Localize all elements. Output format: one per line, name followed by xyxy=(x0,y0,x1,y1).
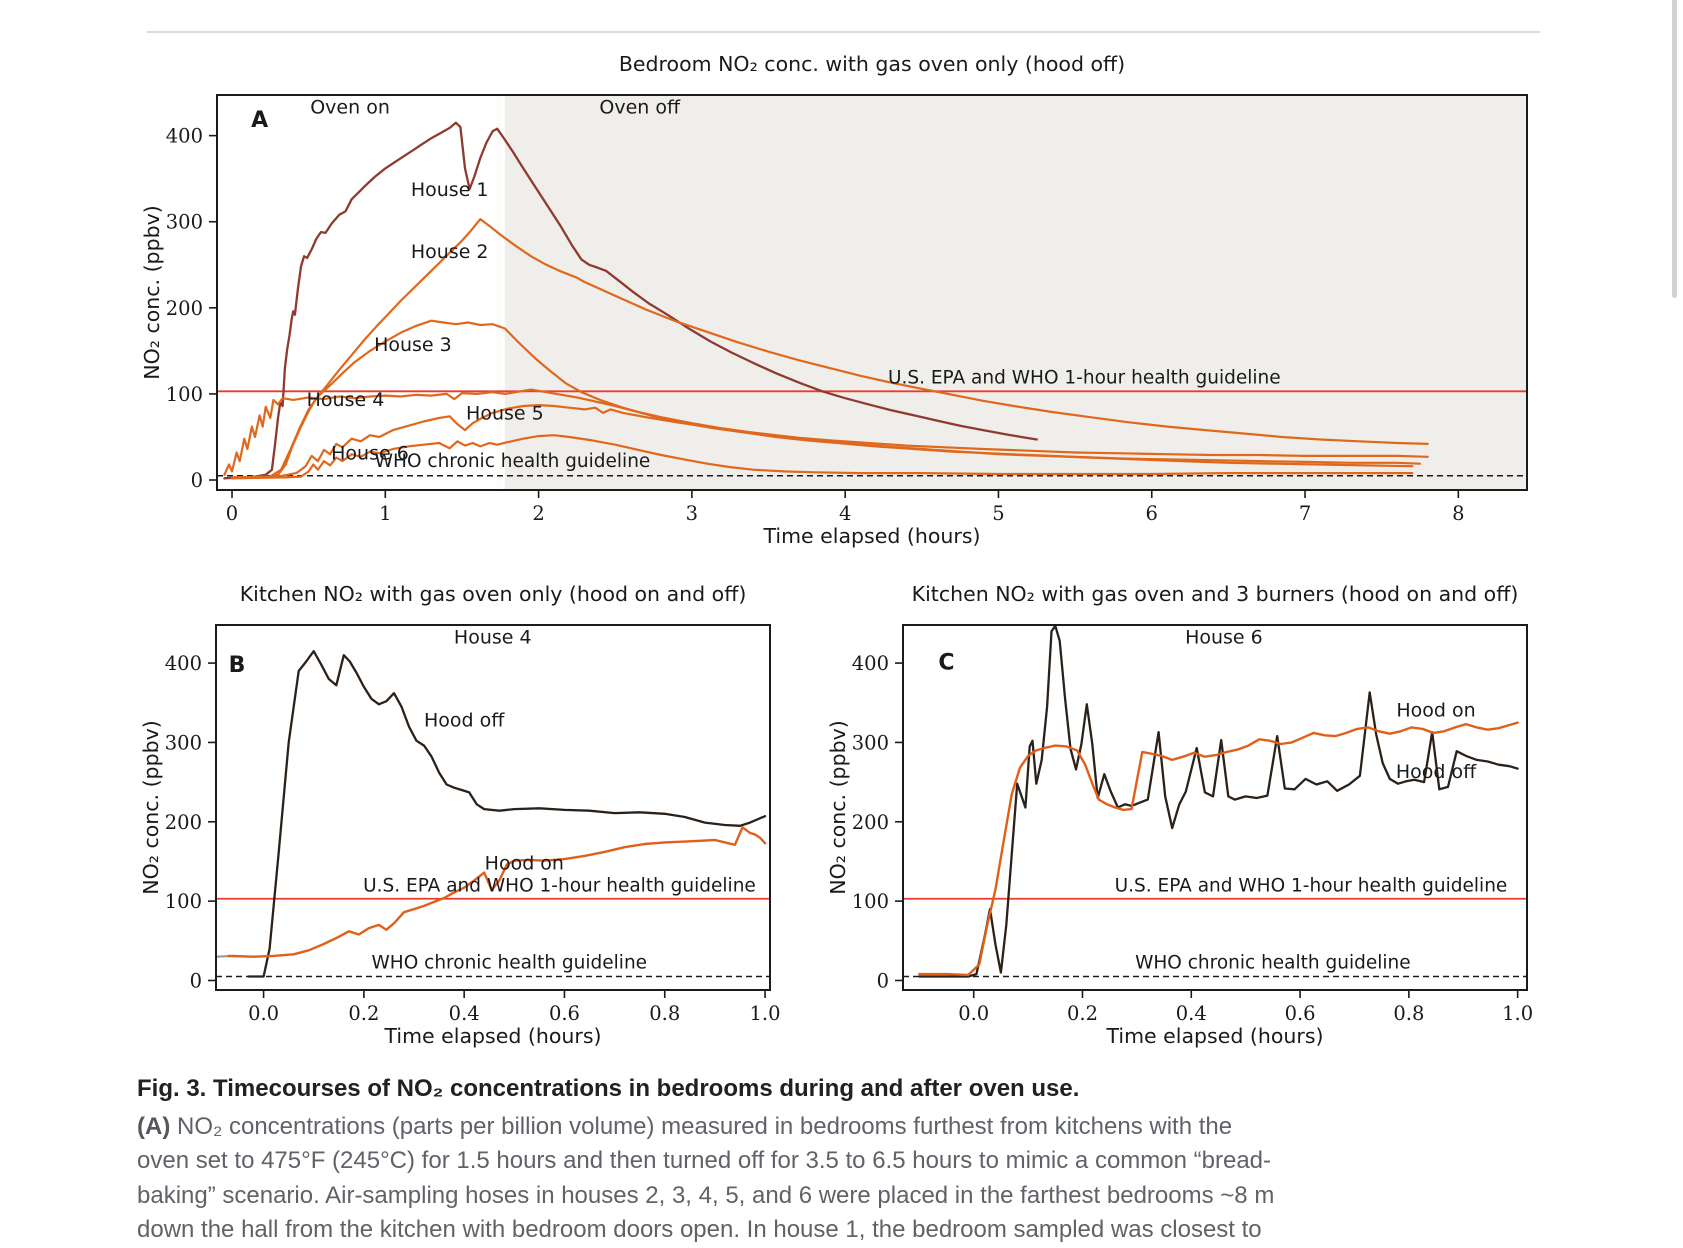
svg-text:1.0: 1.0 xyxy=(749,1002,781,1025)
svg-text:0.8: 0.8 xyxy=(1393,1002,1425,1025)
caption-line-text: baking” scenario. Air-sampling hoses in houses 2, 3, 4, 5, and 6 were placed in the farthest bedrooms ~8 m xyxy=(137,1181,1275,1209)
svg-text:Hood on: Hood on xyxy=(484,852,564,875)
svg-text:200: 200 xyxy=(164,810,202,834)
svg-text:0.2: 0.2 xyxy=(1066,1002,1099,1025)
svg-text:Time elapsed (hours): Time elapsed (hours) xyxy=(1106,1024,1324,1048)
svg-text:6: 6 xyxy=(1145,502,1158,525)
svg-text:House 2: House 2 xyxy=(410,240,489,263)
svg-text:0: 0 xyxy=(190,469,203,493)
caption-heading xyxy=(137,1072,1477,1107)
svg-text:Time elapsed (hours): Time elapsed (hours) xyxy=(763,524,981,548)
svg-text:300: 300 xyxy=(164,731,202,755)
svg-text:WHO chronic health guideline: WHO chronic health guideline xyxy=(371,952,648,974)
caption-panel-a-label: (A) xyxy=(137,1112,171,1140)
svg-text:Oven on: Oven on xyxy=(310,96,390,119)
svg-text:NO₂ conc. (ppbv): NO₂ conc. (ppbv) xyxy=(139,720,163,895)
svg-text:NO₂ conc. (ppbv): NO₂ conc. (ppbv) xyxy=(826,720,850,895)
svg-text:U.S. EPA and WHO 1-hour health: U.S. EPA and WHO 1-hour health guideline xyxy=(363,875,756,897)
figure-caption xyxy=(137,1072,1477,1248)
svg-text:House 4: House 4 xyxy=(453,626,532,649)
svg-text:5: 5 xyxy=(992,502,1005,525)
caption-line xyxy=(137,1144,1477,1179)
svg-text:300: 300 xyxy=(851,731,889,755)
svg-text:0: 0 xyxy=(225,502,239,525)
svg-text:4: 4 xyxy=(838,502,852,525)
svg-text:Hood off: Hood off xyxy=(423,709,505,732)
svg-text:400: 400 xyxy=(164,652,202,676)
svg-text:0: 0 xyxy=(876,969,889,993)
svg-text:House 6: House 6 xyxy=(331,442,409,465)
svg-text:200: 200 xyxy=(165,296,203,320)
svg-text:7: 7 xyxy=(1298,502,1312,525)
caption-line xyxy=(137,1179,1477,1214)
svg-text:100: 100 xyxy=(165,382,203,406)
svg-text:1.0: 1.0 xyxy=(1502,1002,1534,1025)
panel-a-bedroom-chart xyxy=(140,52,1527,548)
svg-text:Time elapsed (hours): Time elapsed (hours) xyxy=(384,1024,602,1048)
svg-text:1: 1 xyxy=(379,502,392,525)
svg-text:Oven off: Oven off xyxy=(599,96,681,119)
svg-text:House 3: House 3 xyxy=(374,333,452,356)
svg-text:U.S. EPA and WHO 1-hour health: U.S. EPA and WHO 1-hour health guideline xyxy=(887,367,1281,389)
svg-text:2: 2 xyxy=(532,502,545,525)
svg-text:3: 3 xyxy=(685,502,699,525)
svg-text:House 4: House 4 xyxy=(306,388,385,411)
caption-line-text: down the hall from the kitchen with bedroom doors open. In house 1, the bedroom sampled was closest to xyxy=(137,1216,1262,1243)
svg-text:Bedroom NO₂ conc. with gas ove: Bedroom NO₂ conc. with gas oven only (hood off) xyxy=(618,52,1126,76)
svg-text:8: 8 xyxy=(1452,502,1465,525)
caption-title: Timecourses of NO₂ concentrations in bedrooms during and after oven use. xyxy=(213,1075,1080,1102)
svg-text:0.8: 0.8 xyxy=(649,1002,681,1025)
svg-text:WHO chronic health guideline: WHO chronic health guideline xyxy=(374,451,651,473)
svg-text:C: C xyxy=(938,650,955,676)
svg-text:300: 300 xyxy=(165,210,203,234)
scrollbar-thumb[interactable] xyxy=(1672,0,1677,298)
svg-text:NO₂ conc. (ppbv): NO₂ conc. (ppbv) xyxy=(140,205,164,380)
svg-text:Kitchen NO₂ with gas oven only: Kitchen NO₂ with gas oven only (hood on and off) xyxy=(239,582,747,606)
svg-text:Kitchen NO₂ with gas oven and: Kitchen NO₂ with gas oven and 3 burners (hood on and off) xyxy=(911,582,1519,606)
caption-line xyxy=(137,1110,1477,1145)
svg-text:100: 100 xyxy=(851,890,889,914)
svg-text:0.4: 0.4 xyxy=(1175,1002,1207,1025)
svg-text:B: B xyxy=(228,652,246,678)
svg-text:0.6: 0.6 xyxy=(548,1002,580,1025)
svg-text:200: 200 xyxy=(851,810,889,834)
svg-text:400: 400 xyxy=(165,124,203,148)
svg-text:0: 0 xyxy=(189,969,202,993)
caption-fig-label: Fig. 3. xyxy=(137,1075,207,1102)
svg-text:House 1: House 1 xyxy=(410,178,489,201)
caption-line-clipped xyxy=(137,1213,1477,1248)
svg-text:0.0: 0.0 xyxy=(248,1002,280,1025)
svg-text:U.S. EPA and WHO 1-hour health: U.S. EPA and WHO 1-hour health guideline xyxy=(1114,875,1508,897)
caption-line-text: NO₂ concentrations (parts per billion volume) measured in bedrooms furthest from kitchens with the xyxy=(170,1112,1233,1140)
svg-text:0.0: 0.0 xyxy=(958,1002,990,1025)
svg-text:Hood on: Hood on xyxy=(1396,699,1476,722)
svg-text:House 5: House 5 xyxy=(466,402,544,425)
scrollbar[interactable] xyxy=(1667,0,1683,1224)
svg-text:0.4: 0.4 xyxy=(448,1002,480,1025)
svg-text:0.6: 0.6 xyxy=(1284,1002,1316,1025)
svg-text:A: A xyxy=(251,108,269,134)
svg-text:0.2: 0.2 xyxy=(348,1002,380,1025)
svg-text:Hood off: Hood off xyxy=(1395,761,1477,784)
svg-text:400: 400 xyxy=(851,652,889,676)
panel-c-kitchen-burners-chart xyxy=(826,582,1533,1048)
caption-line-text: oven set to 475°F (245°C) for 1.5 hours and then turned off for 3.5 to 6.5 hours to mimic a common “bread- xyxy=(137,1147,1272,1174)
svg-text:100: 100 xyxy=(164,890,202,914)
svg-text:WHO chronic health guideline: WHO chronic health guideline xyxy=(1135,952,1411,974)
panel-b-kitchen-oven-chart xyxy=(139,582,781,1048)
svg-text:House 6: House 6 xyxy=(1185,626,1263,649)
